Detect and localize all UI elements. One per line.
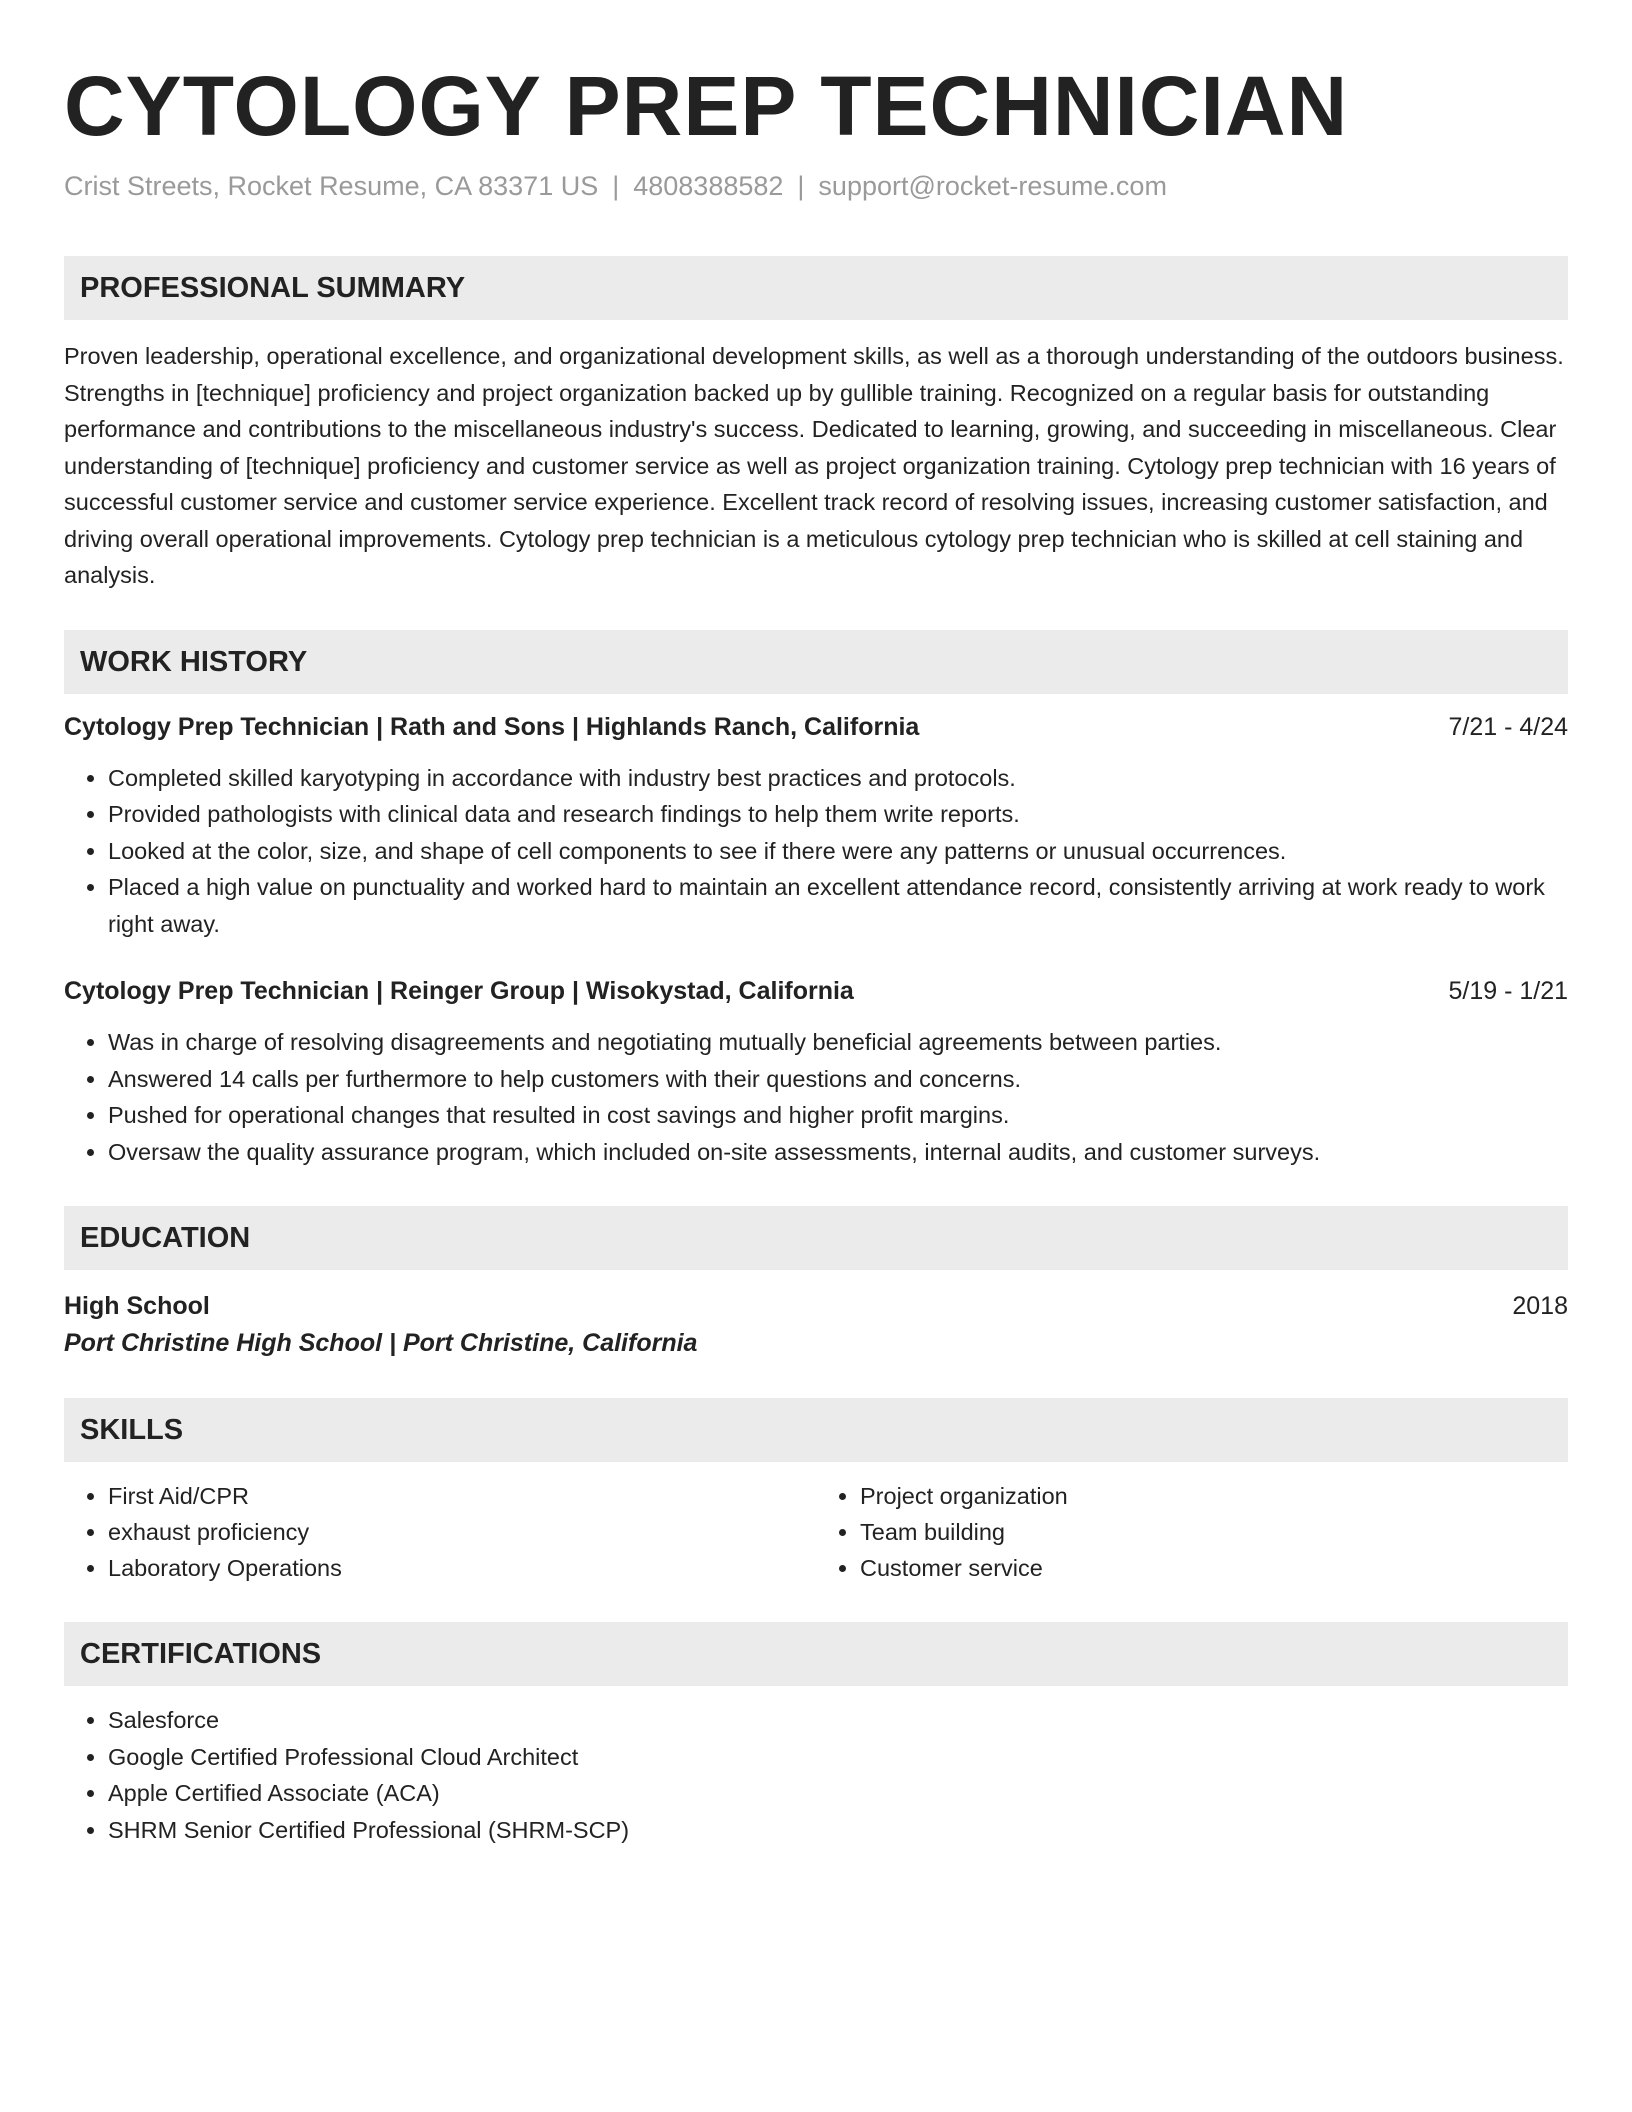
contact-address: Crist Streets, Rocket Resume, CA 83371 US xyxy=(64,171,599,201)
section-heading-work-history: WORK HISTORY xyxy=(64,630,1568,694)
section-heading-certifications: CERTIFICATIONS xyxy=(64,1622,1568,1686)
job-bullets xyxy=(64,760,1568,943)
job-bullets xyxy=(64,1024,1568,1170)
skill-item: • Customer service xyxy=(860,1550,1568,1586)
contact-email: support@rocket-resume.com xyxy=(818,171,1167,201)
certification-item: • Salesforce xyxy=(108,1702,1568,1739)
job-bullet: • Completed skilled karyotyping in accordance with industry best practices and protocols. xyxy=(108,760,1568,797)
job-title: Cytology Prep Technician | Rath and Sons | Highlands Ranch, California xyxy=(64,712,920,741)
job-bullet: • Was in charge of resolving disagreements and negotiating mutually beneficial agreements between parties. xyxy=(108,1024,1568,1061)
job-bullet: • Placed a high value on punctuality and worked hard to maintain an excellent attendance record, consistently arriving at work ready to work right away. xyxy=(108,869,1568,942)
skills-column-left xyxy=(64,1478,816,1586)
education-degree: High School xyxy=(64,1292,210,1320)
summary-text: Proven leadership, operational excellence, and organizational development skills, as well as a thorough understanding of the outdoors business. Strengths in [technique] proficiency and project organization backed up by gullible training. Recognized on a regular basis for outstanding performance and contributions to the miscellaneous industry's success. Dedicated to learning, growing, and succeeding in miscellaneous. Clear understanding of [technique] proficiency and customer service as well as project organization training. Cytology prep technician with 16 years of successful customer service and customer service experience. Excellent track record of resolving issues, increasing customer satisfaction, and driving overall operational improvements. Cytology prep technician is a meticulous cytology prep technician who is skilled at cell staining and analysis. xyxy=(64,343,1564,588)
skills-grid xyxy=(64,1478,1568,1586)
section-heading-summary: PROFESSIONAL SUMMARY xyxy=(64,256,1568,320)
section-heading-skills: SKILLS xyxy=(64,1398,1568,1462)
education-year: 2018 xyxy=(1512,1292,1568,1320)
education-header xyxy=(64,1288,1568,1324)
job-entry xyxy=(64,710,1568,943)
contact-line xyxy=(64,168,1568,204)
contact-separator: | xyxy=(797,171,805,201)
job-bullet: • Oversaw the quality assurance program, which included on-site assessments, internal audits, and customer surveys. xyxy=(108,1134,1568,1171)
skill-item: • Team building xyxy=(860,1514,1568,1550)
job-bullet: • Answered 14 calls per furthermore to help customers with their questions and concerns. xyxy=(108,1061,1568,1098)
section-heading-education: EDUCATION xyxy=(64,1206,1568,1270)
job-dates: 5/19 - 1/21 xyxy=(1448,977,1568,1005)
candidate-name: CYTOLOGY PREP TECHNICIAN xyxy=(64,59,1349,153)
education-school: Port Christine High School | Port Christine, California xyxy=(64,1329,698,1357)
job-dates: 7/21 - 4/24 xyxy=(1448,712,1568,741)
job-header xyxy=(64,710,1568,744)
contact-phone: 4808388582 xyxy=(633,171,784,201)
skill-item: • Laboratory Operations xyxy=(108,1550,816,1586)
skills-column-right xyxy=(816,1478,1568,1586)
job-bullet: • Pushed for operational changes that resulted in cost savings and higher profit margins. xyxy=(108,1097,1568,1134)
job-entry xyxy=(64,974,1568,1170)
job-header xyxy=(64,974,1568,1008)
job-bullet: • Looked at the color, size, and shape of cell components to see if there were any patterns or unusual occurrences. xyxy=(108,833,1568,870)
certification-item: • Apple Certified Associate (ACA) xyxy=(108,1775,1568,1812)
skill-item: • First Aid/CPR xyxy=(108,1478,816,1514)
job-bullet: • Provided pathologists with clinical data and research findings to help them write reports. xyxy=(108,796,1568,833)
contact-separator: | xyxy=(612,171,620,201)
skill-item: • exhaust proficiency xyxy=(108,1514,816,1550)
skill-item: • Project organization xyxy=(860,1478,1568,1514)
certification-item: • Google Certified Professional Cloud Architect xyxy=(108,1739,1568,1776)
certification-item: • SHRM Senior Certified Professional (SHRM-SCP) xyxy=(108,1812,1568,1849)
job-title: Cytology Prep Technician | Reinger Group | Wisokystad, California xyxy=(64,977,854,1005)
certification-list xyxy=(64,1702,1568,1848)
